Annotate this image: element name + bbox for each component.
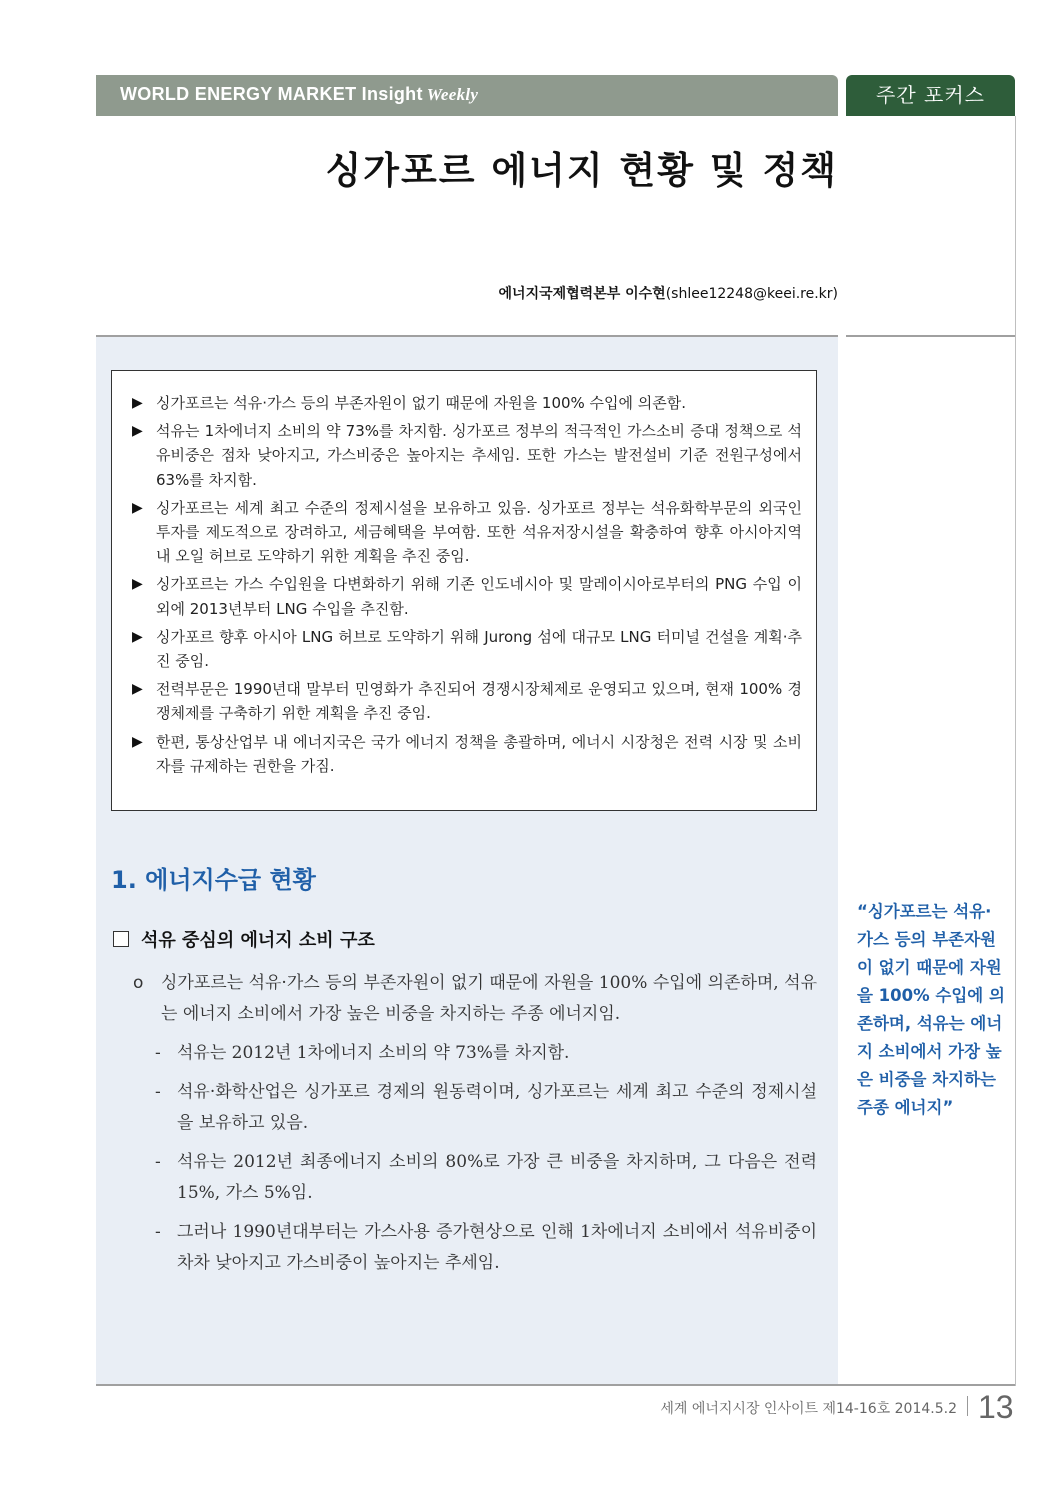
page-number: 13 xyxy=(978,1389,1014,1425)
dash-bullet-icon: - xyxy=(155,1082,161,1102)
footer-text: 세계 에너지시장 인사이트 제14-16호 2014.5.2 xyxy=(660,1401,957,1417)
publication-name: WORLD ENERGY MARKET Insight Weekly xyxy=(120,84,479,104)
author-email: (shlee12248@keei.re.kr) xyxy=(665,286,838,302)
author-org: 에너지국제협력본부 이수현 xyxy=(498,286,666,302)
page-title: 싱가포르 에너지 현황 및 정책 xyxy=(325,149,838,192)
pull-quote: “싱가포르는 석유·가스 등의 부존자원이 없기 때문에 자원을 100% 수입에 의존하며, 석유는 에너지 소비에서 가장 높은 비중을 차지하는 주종 에너지” xyxy=(857,902,1005,1117)
triangle-bullet-icon: ▶ xyxy=(132,628,143,645)
sub-paragraph: - 석유는 2012년 최종에너지 소비의 80%로 가장 큰 비중을 차지하며, 그 다음은 전력 15%, 가스 5%임. xyxy=(133,1147,817,1209)
divider-top-side xyxy=(846,335,1015,337)
triangle-bullet-icon: ▶ xyxy=(132,499,143,516)
summary-item: ▶ 전력부문은 1990년대 말부터 민영화가 추진되어 경쟁시장체제로 운영되고 있으며, 현재 100% 경쟁체제를 구축하기 위한 계획을 추진 중임. xyxy=(132,677,802,725)
sub-paragraph: - 석유는 2012년 1차에너지 소비의 약 73%를 차지함. xyxy=(133,1038,817,1069)
circle-bullet-icon: o xyxy=(133,973,144,993)
section-heading: 1. 에너지수급 현황 xyxy=(111,866,316,894)
summary-item: ▶ 싱가포르 향후 아시아 LNG 허브로 도약하기 위해 Jurong 섬에 대규모 LNG 터미널 건설을 계획·추진 중임. xyxy=(132,625,802,673)
summary-item: ▶ 싱가포르는 세계 최고 수준의 정제시설을 보유하고 있음. 싱가포르 정부는 석유화학부문의 외국인 투자를 제도적으로 장려하고, 세금혜택을 부여함. 또한 석유저장시설을 확충하여 향후 아시아지역 내 오일 허브로 도약하기 위한 계획을 추진 중임. xyxy=(132,496,802,569)
author-line xyxy=(499,283,838,303)
triangle-bullet-icon: ▶ xyxy=(132,395,143,411)
dash-bullet-icon: - xyxy=(155,1043,161,1063)
main-paragraph: o 싱가포르는 석유·가스 등의 부존자원이 없기 때문에 자원을 100% 수입에 의존하며, 석유는 에너지 소비에서 가장 높은 비중을 차지하는 주종 에너지임. xyxy=(133,968,817,1030)
summary-item: ▶ 싱가포르는 가스 수입원을 다변화하기 위해 기존 인도네시아 및 말레이시아로부터의 PNG 수입 이외에 2013년부터 LNG 수입을 추진함. xyxy=(132,572,802,620)
dash-bullet-icon: - xyxy=(155,1222,161,1242)
sub-paragraph: - 석유·화학산업은 싱가포르 경제의 원동력이며, 싱가포르는 세계 최고 수준의 정제시설을 보유하고 있음. xyxy=(133,1077,817,1139)
header-bar xyxy=(96,75,838,116)
sub-paragraph: - 그러나 1990년대부터는 가스사용 증가현상으로 인해 1차에너지 소비에서 석유비중이 차차 낮아지고 가스비중이 높아지는 추세임. xyxy=(133,1217,817,1279)
section-tab: 주간 포커스 xyxy=(846,75,1015,116)
triangle-bullet-icon: ▶ xyxy=(132,576,143,593)
summary-item: ▶ 한편, 통상산업부 내 에너지국은 국가 에너지 정책을 총괄하며, 에너시 시장청은 전력 시장 및 소비자를 규제하는 권한을 가짐. xyxy=(132,730,802,778)
summary-item: ▶ 싱가포르는 석유·가스 등의 부존자원이 없기 때문에 자원을 100% 수입에 의존함. xyxy=(132,391,802,415)
square-bullet-icon xyxy=(113,931,129,947)
footer-separator xyxy=(967,1396,968,1416)
publication-weekly: Weekly xyxy=(426,85,479,104)
summary-box xyxy=(111,370,817,811)
body-text xyxy=(133,968,817,1287)
subsection-heading: 석유 중심의 에너지 소비 구조 xyxy=(113,926,375,952)
summary-item: ▶ 석유는 1차에너지 소비의 약 73%를 차지함. 싱가포르 정부의 적극적인 가스소비 증대 정책으로 석유비중은 점차 낮아지고, 가스비중은 높아지는 추세임. 또한 가스는 발전설비 기준 전원구성에서 63%를 차지함. xyxy=(132,419,802,492)
dash-bullet-icon: - xyxy=(155,1152,161,1172)
triangle-bullet-icon: ▶ xyxy=(132,733,143,750)
triangle-bullet-icon: ▶ xyxy=(132,423,143,440)
triangle-bullet-icon: ▶ xyxy=(132,681,143,698)
divider-bottom xyxy=(96,1384,1015,1386)
right-rule xyxy=(1015,116,1016,1386)
